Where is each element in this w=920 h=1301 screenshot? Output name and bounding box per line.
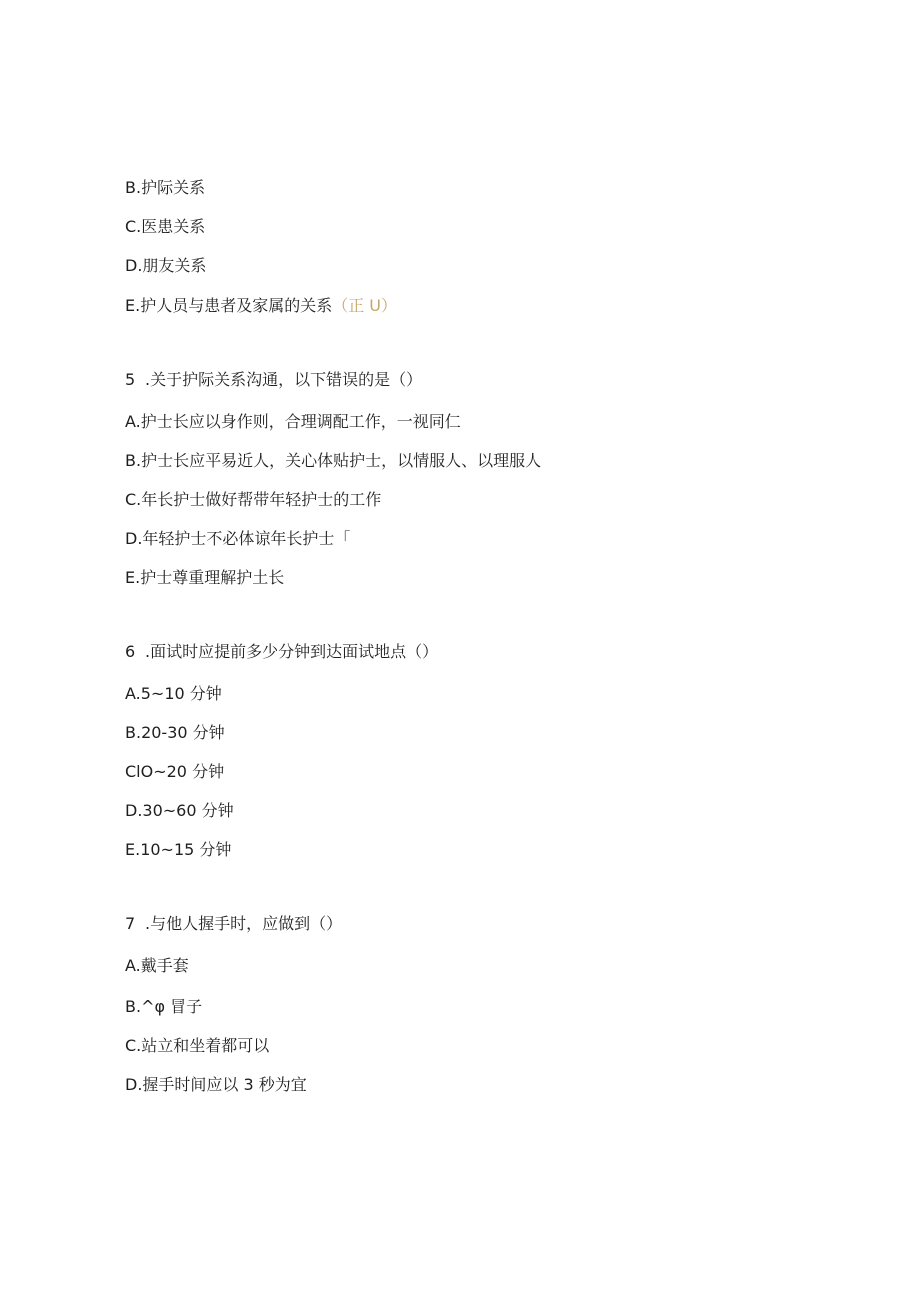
q4-option-c: C.医患关系	[125, 217, 206, 236]
q7-option-d: D.握手时间应以 3 秒为宜	[125, 1075, 307, 1094]
q4-option-b: B.护际关系	[125, 178, 206, 197]
q4-option-e-text: E.护人员与患者及家属的关系	[125, 296, 333, 315]
q7-option-a: A.戴手套	[125, 956, 189, 975]
q5-option-c: C.年长护士做好帮带年轻护士的工作	[125, 490, 382, 509]
q7-text: .与他人握手时，应做到（）	[145, 914, 343, 933]
q5-option-e: E.护士尊重理解护土长	[125, 568, 285, 587]
q6-option-e: E.10~15 分钟	[125, 840, 232, 859]
q6-option-b: B.20-30 分钟	[125, 723, 225, 742]
q6-option-c: ClO~20 分钟	[125, 762, 225, 781]
q5-option-a: A.护士长应以身作则，合理调配工作，一视同仁	[125, 412, 461, 431]
answer-mark: （正 U）	[332, 296, 398, 315]
q5-option-d: D.年轻护士不必体谅年长护士「	[125, 529, 351, 548]
q7-option-b: B.^φ 冒子	[125, 997, 203, 1016]
q7-number: 7	[125, 914, 136, 933]
q6-stem	[125, 642, 438, 662]
q5-option-b: B.护士长应平易近人，关心体贴护士，以情服人、以理服人	[125, 451, 542, 470]
q6-option-a: A.5~10 分钟	[125, 684, 222, 703]
q7-stem	[125, 914, 342, 934]
q6-number: 6	[125, 642, 136, 661]
q5-number: 5	[125, 370, 136, 389]
q4-option-d: D.朋友关系	[125, 256, 207, 275]
q4-option-e	[125, 296, 397, 316]
q7-option-c: C.站立和坐着都可以	[125, 1036, 270, 1055]
q6-option-d: D.30~60 分钟	[125, 801, 234, 820]
q5-stem	[125, 370, 422, 390]
q5-text: .关于护际关系沟通，以下错误的是（）	[145, 370, 423, 389]
q6-text: .面试时应提前多少分钟到达面试地点（）	[145, 642, 439, 661]
